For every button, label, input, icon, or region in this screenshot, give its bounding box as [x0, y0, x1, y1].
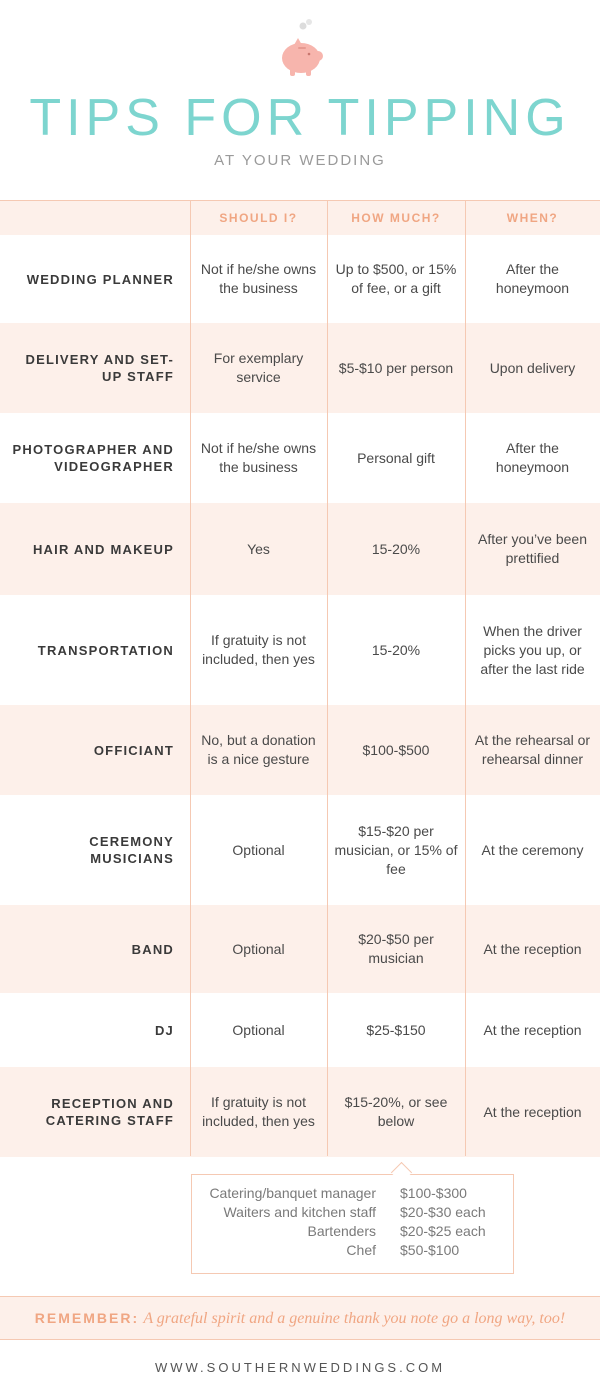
when-cell: At the reception: [483, 940, 582, 957]
footer-url[interactable]: WWW.SOUTHERNWEDDINGS.COM: [154, 1360, 446, 1375]
when-cell: After the honeymoon: [495, 261, 570, 296]
how-much-cell: $5-$10 per person: [338, 359, 454, 376]
breakdown-role: Chef: [346, 1242, 376, 1258]
how-much-cell: $20-$50 per musician: [358, 931, 434, 966]
when-cell: Upon delivery: [489, 359, 576, 376]
breakdown-row: [192, 1242, 513, 1261]
service-label: RECEPTION AND CATERING STAFF: [45, 1096, 174, 1128]
how-much-cell: 15-20%: [371, 540, 421, 557]
breakdown-role: Catering/banquet manager: [209, 1185, 376, 1201]
catering-breakdown-box: [191, 1174, 514, 1274]
should-cell: Optional: [232, 1021, 285, 1038]
how-much-cell: $25-$150: [366, 1021, 426, 1038]
table-row: [0, 705, 600, 795]
should-cell: If gratuity is not included, then yes: [202, 632, 315, 667]
how-much-cell: 15-20%: [371, 641, 421, 658]
breakdown-row: [192, 1223, 513, 1242]
table-row: [0, 503, 600, 595]
table-row: [0, 993, 600, 1067]
service-label: DELIVERY AND SET-UP STAFF: [25, 352, 174, 384]
breakdown-amount: $50-$100: [400, 1242, 460, 1258]
when-cell: After you’ve been prettified: [478, 531, 587, 566]
remember-text: A grateful spirit and a genuine thank you note go a long way, too!: [143, 1310, 566, 1327]
when-cell: After the honeymoon: [495, 440, 570, 475]
table-header-row: [0, 200, 600, 235]
service-label: BAND: [131, 941, 174, 957]
column-header-when: WHEN?: [506, 211, 559, 225]
should-cell: For exemplary service: [213, 350, 304, 385]
table-row: [0, 795, 600, 905]
how-much-cell: $15-20%, or see below: [344, 1094, 448, 1129]
when-cell: At the rehearsal or rehearsal dinner: [474, 732, 591, 767]
remember-label: REMEMBER:: [34, 1310, 140, 1326]
table-row: [0, 413, 600, 503]
table-row: [0, 595, 600, 705]
column-header-should: SHOULD I?: [219, 211, 298, 225]
column-divider: [327, 200, 328, 1156]
should-cell: Optional: [232, 940, 285, 957]
page-title: TIPS FOR TIPPING: [29, 89, 571, 147]
should-cell: Yes: [247, 540, 270, 557]
table-row: [0, 235, 600, 323]
when-cell: When the driver picks you up, or after the last ride: [480, 622, 585, 677]
header: [0, 0, 600, 200]
when-cell: At the ceremony: [481, 841, 584, 858]
how-much-cell: $100-$500: [362, 741, 430, 758]
how-much-cell: $15-$20 per musician, or 15% of fee: [334, 822, 458, 877]
tipping-table: [0, 200, 600, 1157]
table-row: [0, 1067, 600, 1157]
service-label: TRANSPORTATION: [37, 642, 174, 658]
breakdown-row: [192, 1185, 513, 1204]
breakdown-role: Bartenders: [307, 1223, 376, 1239]
service-label: OFFICIANT: [93, 742, 174, 758]
service-label: PHOTOGRAPHER AND VIDEOGRAPHER: [12, 442, 174, 474]
should-cell: No, but a donation is a nice gesture: [201, 732, 316, 767]
should-cell: Not if he/she owns the business: [200, 440, 317, 475]
column-header-how-much: HOW MUCH?: [351, 211, 441, 225]
should-cell: Not if he/she owns the business: [200, 261, 317, 296]
breakdown-role: Waiters and kitchen staff: [223, 1204, 376, 1220]
remember-banner: [0, 1296, 600, 1340]
when-cell: At the reception: [483, 1103, 582, 1120]
breakdown-amount: $20-$30 each: [400, 1204, 486, 1220]
service-label: CEREMONY MUSICIANS: [89, 834, 174, 866]
service-label: HAIR AND MAKEUP: [32, 541, 174, 557]
table-row: [0, 905, 600, 993]
breakdown-row: [192, 1204, 513, 1223]
should-cell: If gratuity is not included, then yes: [202, 1094, 315, 1129]
service-label: WEDDING PLANNER: [26, 271, 174, 287]
service-label: DJ: [154, 1022, 174, 1038]
piggy-bank-icon: [276, 18, 326, 78]
column-divider: [465, 200, 466, 1156]
page-subtitle: AT YOUR WEDDING: [214, 152, 386, 169]
how-much-cell: Up to $500, or 15% of fee, or a gift: [335, 261, 457, 296]
column-divider: [190, 200, 191, 1156]
breakdown-amount: $20-$25 each: [400, 1223, 486, 1239]
table-row: [0, 323, 600, 413]
should-cell: Optional: [232, 841, 285, 858]
when-cell: At the reception: [483, 1021, 582, 1038]
breakdown-amount: $100-$300: [400, 1185, 467, 1201]
how-much-cell: Personal gift: [357, 449, 435, 466]
